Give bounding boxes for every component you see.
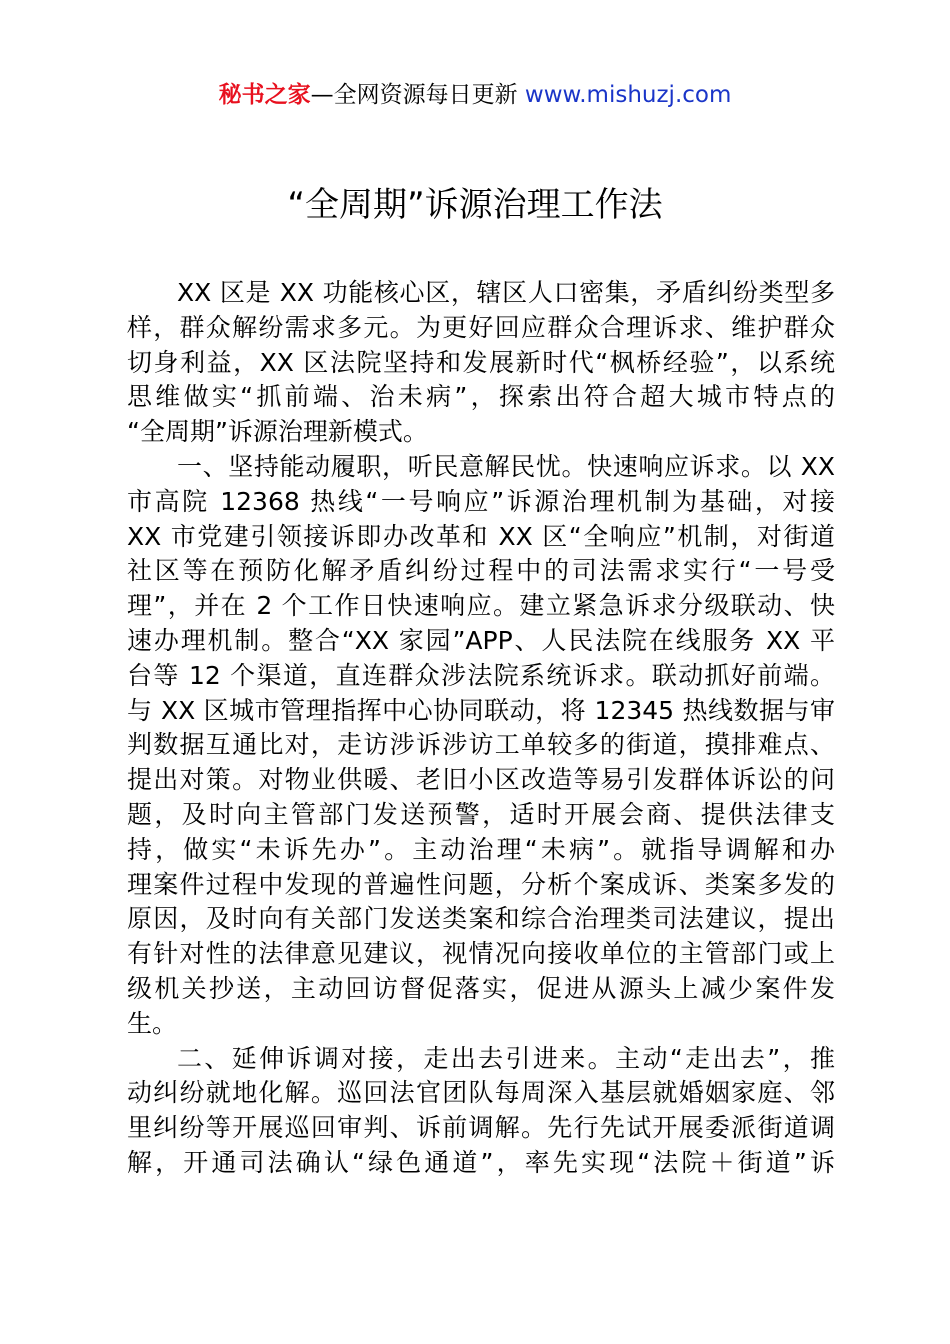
text-line: XX 区是 XX 功能核心区，辖区人口密集，矛盾纠纷类型多 [177, 278, 835, 307]
document-body [127, 276, 835, 1336]
text-line: 动纠纷就地化解。巡回法官团队每周深入基层就婚姻家庭、邻 [127, 1078, 835, 1108]
text-line: 判数据互通比对，走访涉诉涉访工单较多的街道，摸排难点、 [127, 730, 835, 760]
text-line: 台等 12 个渠道，直连群众涉法院系统诉求。联动抓好前端。 [127, 660, 835, 690]
document-title: “全周期”诉源治理工作法 [287, 185, 663, 225]
text-line: 样，群众解纷需求多元。为更好回应群众合理诉求、维护群众 [127, 312, 835, 342]
brand-name: 秘书之家 [218, 82, 311, 108]
text-line: 速办理机制。整合“XX 家园”APP、人民法院在线服务 XX 平 [127, 625, 835, 655]
text-line: 级机关抄送，主动回访督促落实，促进从源头上减少案件发 [127, 973, 835, 1003]
text-line: 有针对性的法律意见建议，视情况向接收单位的主管部门或上 [127, 939, 835, 969]
text-line: XX 市党建引领接诉即办改革和 XX 区“全响应”机制，对街道 [127, 521, 835, 551]
text-line: 提出对策。对物业供暖、老旧小区改造等易引发群体诉讼的问 [127, 765, 835, 795]
text-line: 社区等在预防化解矛盾纠纷过程中的司法需求实行“一号受 [127, 556, 835, 586]
text-line: 理案件过程中发现的普遍性问题，分析个案成诉、类案多发的 [127, 869, 835, 899]
text-line: 市高院 12368 热线“一号响应”诉源治理机制为基础，对接 [127, 486, 835, 516]
text-line: 理”，并在 2 个工作日快速响应。建立紧急诉求分级联动、快 [127, 591, 835, 621]
text-line: 里纠纷等开展巡回审判、诉前调解。先行先试开展委派街道调 [127, 1113, 835, 1143]
text-line: 一、坚持能动履职，听民意解民忧。快速响应诉求。以 XX [177, 451, 835, 481]
site-header [0, 78, 950, 112]
site-url-link[interactable]: www.mishuzj.com [524, 82, 732, 108]
text-line: “全周期”诉源治理新模式。 [127, 417, 428, 447]
text-line: 持，做实“未诉先办”。主动治理“未病”。就指导调解和办 [127, 834, 835, 864]
text-line: 与 XX 区城市管理指挥中心协同联动，将 12345 热线数据与审 [127, 695, 835, 725]
text-line: 原因，及时向有关部门发送类案和综合治理类司法建议，提出 [127, 904, 835, 934]
text-line: 二、延伸诉调对接，走出去引进来。主动“走出去”，推 [177, 1043, 835, 1073]
text-line: 生。 [127, 1008, 178, 1038]
text-line: 题，及时向主管部门发送预警，适时开展会商、提供法律支 [127, 799, 835, 829]
text-line: 思维做实“抓前端、治未病”，探索出符合超大城市特点的 [127, 382, 835, 412]
text-line: 切身利益，XX 区法院坚持和发展新时代“枫桥经验”，以系统 [127, 347, 835, 377]
header-slogan: —全网资源每日更新 [310, 82, 525, 108]
text-line: 解，开通司法确认“绿色通道”，率先实现“法院＋街道”诉 [127, 1147, 835, 1177]
